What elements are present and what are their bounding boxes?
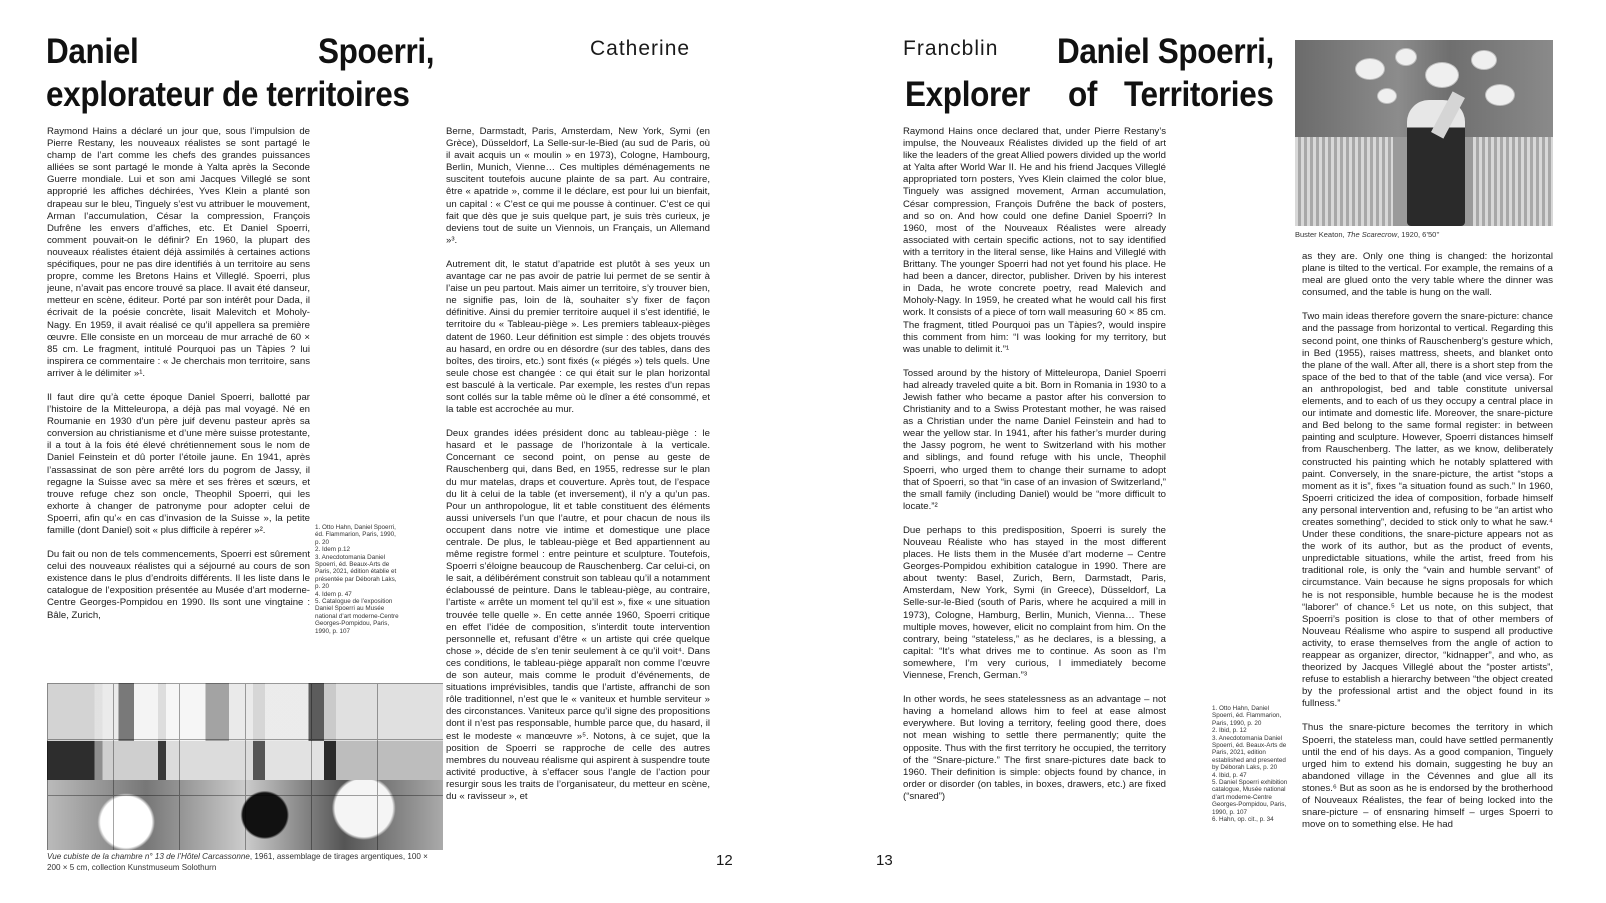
paragraph: Tossed around by the history of Mitteleuropa, Daniel Spoerri had already traveled quite a bit. Born in Romania in 1930 to a Jewish father who became a pastor after his conversion to Christianity and to a Swiss Protestant mother, he was raised as a Christian under the name Daniel Feinstein and had to wear the yellow star. In 1941, after his father’s murder during the Jassy pogrom, he went to Switzerland with his mother and siblings, and found refuge with his uncle, Theophil Spoerri, who urged them to change their surname to adopt that of Spoerri, so that “in case of an invasion of Switzerland,” the small family (including Daniel) would be “more difficult to locate.”² [903, 367, 1166, 512]
left-title-word-spoerri: Spoerri, [318, 32, 435, 71]
left-title-word-daniel: Daniel [46, 32, 139, 71]
footnote: 4. Idem p. 47 [315, 590, 352, 598]
footnote: 5. Catalogue de l’exposition Daniel Spoerri au Musée national d’art moderne-Centre Georges-Pompidou, Paris, 1990, p. 107 [315, 598, 399, 635]
hotel-carcassonne-photo-collage [47, 683, 443, 850]
right-column-1 [903, 126, 1166, 864]
footnote: 2. Idem p.12 [315, 546, 351, 554]
paragraph: as they are. Only one thing is changed: the horizontal plane is tilted to the vertical. For example, the remains of a meal are glued onto the very table where the dinner was consumed, and the table is hung on the wall. [1302, 251, 1553, 299]
right-column-2 [1302, 251, 1553, 864]
footnote: 3. Anecdotomania Daniel Spoerri, éd. Beaux-Arts de Paris, 2021, edition established and presented by Déborah Laks, p. 20 [1212, 734, 1287, 772]
right-title-word-territories: Territories [1124, 75, 1274, 114]
paragraph: Du fait ou non de tels commencements, Spoerri est sûrement celui des nouveaux réalistes qui a séjourné au cours de son existence dans le plus d’endroits différents. Il les liste dans le catalogue de l’exposition présentée au Musée d’art moderne-Centre Georges-Pompidou en 1990. Ils sont une vingtaine : Bâle, Zurich, [47, 549, 310, 621]
paragraph: Deux grandes idées président donc au tableau-piège : le hasard et le passage de l’horizontale à la verticale. Concernant ce second point, on pense au geste de Rauschenberg qui, dans Bed, en 1955, redresse sur le plan du mur matelas, draps et couverture. Après tout, de l’espace du lit à celui de la table (et inversement), il n’y a qu’un pas. Pour un anthropologue, lit et table constituent des éléments aussi universels l’un que l’autre, et pour chacun de nous ils occupent dans notre vie intime et domestique une place centrale. De plus, le tableau-piège et Bed appartiennent au même registre formel : entre peinture et sculpture. Toutefois, Spoerri s’éloigne beaucoup de Rauschenberg. Car celui-ci, on le sait, a délibérément construit son tableau qu’il a notamment éclaboussé de peinture. Dans le tableau-piège, au contraire, l’artiste « arrête un moment tel qu’il est », fixe « une situation trouvée telle quelle ». En cette année 1960, Spoerri critique en effet l’idée de composition, s’interdit toute intervention personnelle et, refusant d’être « un artiste qui crée quelque chose », décide de s’en tenir seulement à ce qu’il voit⁴. Dans ces conditions, le tableau-piège apparaît non comme l’œuvre de son auteur, mais comme le produit d’événements, de situations imprévisibles, tandis que l’artiste, affranchi de son rôle traditionnel, n’est que le « vaniteux et humble serviteur » des circonstances. Vaniteux parce qu’il signe des propositions dont il n’est pas responsable, humble parce que, du hasard, il est le modeste « manœuvre »⁵. Notons, à ce sujet, que la position de Spoerri se rapproche de celle des autres membres du nouveau réalisme qui aspirent à suspendre toute activité productive, à s’effacer sous l’angle de l’action pour resurgir sous les traits de l’organisateur, du metteur en scène, du « ravisseur », et [446, 428, 710, 802]
left-title-line1-b [318, 30, 434, 74]
right-title-word-of: of [1068, 75, 1098, 114]
page-number-left: 12 [716, 852, 733, 869]
paragraph: Thus the snare-picture becomes the territory in which Spoerri, the stateless man, could have settled permanently until the end of his days. As a good companion, Tinguely urged him to extend his domain, suggesting he buy an abandoned village in the Cévennes and glue all its stones.⁶ But as soon as he is endorsed by the brotherhood of Nouveaux Réalistes, the fear of being locked into the snare-picture – of ensnaring himself – urges Spoerri to move on to something else. He had [1302, 722, 1553, 831]
right-author-lastname: Francblin [903, 37, 999, 60]
page-number-right: 13 [876, 852, 893, 869]
footnote: 5. Daniel Spoerri exhibition catalogue, Musée national d’art moderne-Centre Georges-Pompidou, Paris, 1990, p. 107 [1212, 779, 1288, 816]
footnote: 3. Anecdotomania Daniel Spoerri, éd. Beaux-Arts de Paris, 2021, édition établie et présentée par Déborah Laks, p. 20 [315, 553, 397, 591]
right-photo-caption-artist: Buster Keaton, [1295, 230, 1347, 239]
paragraph: Il faut dire qu’à cette époque Daniel Spoerri, ballotté par l’histoire de la Mitteleuropa, a déjà pas mal voyagé. Né en Roumanie en 1930 d’un père juif devenu pasteur après sa conversion au christianisme et d’une mère suisse protestante, il a tout à la fois été élevé chrétiennement sous le nom de Daniel Feinstein et dû porter l’étoile jaune. En 1941, après l’assassinat de son père arrêté lors du pogrom de Jassy, il regagne la Suisse avec sa mère et ses frères et sœurs, et trouve refuge chez son oncle, Theophil Spoerri, qui les exhorte à changer de patronyme pour adopter celui de Spoerri, afin qu’« en cas d’invasion de la Suisse », la petite famille (dont Daniel) soit « plus difficile à repérer »². [47, 391, 310, 536]
paragraph: In other words, he sees statelessness as an advantage – not having a homeland allows him to feel at ease almost everywhere. But loving a territory, feeling good there, does not mean wishing to settle there permanently; quite the opposite. Thus with the first territory he occupied, the territory of the “Snare-picture.” The first snare-pictures date back to 1960. Their definition is simple: objects found by chance, in order or disorder (on tables, in boxes, drawers, etc.) are fixed (“snared”) [903, 694, 1166, 802]
footnote: 4. Ibid, p. 47 [1212, 771, 1247, 779]
paragraph: Two main ideas therefore govern the snare-picture: chance and the passage from horizontal to vertical. Regarding this second point, one thinks of Rauschenberg’s gesture which, in Bed (1955), raises mattress, sheets, and blanket onto the plane of the wall. After all, there is a short step from the space of the bed to that of the table (and vice versa). For an anthropologist, bed and table constitute universal elements, and to each of us they occupy a central place in our intimate and domestic life. Moreover, the snare-picture and Bed belong to the same formal register: in between painting and sculpture. However, Spoerri distances himself from Rauschenberg. The latter, as we know, deliberately constructed his painting which he notably splattered with paint. Conversely, in the snare-picture, the artist “stops a moment as it is”, fixes “a situation found as such.” In 1960, Spoerri criticized the idea of composition, forbade himself any personal intervention and, refusing to be “an artist who creates something”, decided to stick only to what he saw.⁴ Under these conditions, the snare-picture appears not as the work of its author, but as the product of events, unpredictable situations, while the artist, freed from his traditional role, is only the “vain and humble servant” of circumstance. Vain because he signs proposals for which he is not responsible, humble because he is the modest “laborer” of chance.⁵ Let us note, on this subject, that Spoerri’s position is close to that of other members of Nouveau Réalisme who aspire to suspend all productive activity, to erase themselves from the angle of action to reappear as organizer, director, “kidnapper”, and who, as theorized by Jacques Villeglé about the “poster artists”, refuse to establish a hierarchy between “the object created by the professional artist and the object found in its fullness.” [1302, 311, 1553, 710]
right-photo-caption [1295, 230, 1553, 242]
paragraph: Raymond Hains once declared that, under Pierre Restany’s impulse, the Nouveaux Réalistes divided up the field of art like the leaders of the great Allied powers divided up the world at Yalta after World War II. He and his friend Jacques Villeglé appropriated torn posters, Yves Klein claimed the color blue, Tinguely was assigned movement, Arman accumulation, César compression, François Dufrêne the back of posters, and so on. And how could one define Daniel Spoerri? In 1960, most of the Nouveaux Réalistes were already associated with certain specific actions, not to say identified with a territory in the literal sense, like Hains and Villeglé with Brittany. The younger Spoerri had not yet found his place. He had been a dancer, director, publisher. Driven by his interest in Dada, he wrote concrete poetry, read Malevich and Moholy-Nagy. In 1959, he created what he would call his first work. It consists of a piece of torn wall measuring 60 × 85 cm. The fragment, titled Pourquoi pas un Tàpies?, would inspire this comment from him: “I was looking for my territory, but was unable to delimit it.”¹ [903, 126, 1166, 355]
right-title-word-explorer: Explorer [905, 75, 1030, 114]
left-column-1 [47, 126, 310, 678]
left-author-firstname: Catherine [590, 37, 691, 60]
left-title-line2: explorateur de territoires [46, 75, 410, 114]
footnote: 2. Ibid, p. 12 [1212, 727, 1247, 735]
left-photo-caption-details: , 1961, assemblage de tirages argentiques, 100 × 200 × 5 cm, collection Kunstmuseum Solothurn [47, 852, 428, 872]
left-photo-caption-title: Vue cubiste de la chambre n° 13 de l’Hôtel Carcassonne [47, 852, 250, 861]
footnote: 6. Hahn, op. cit., p. 34 [1212, 816, 1274, 824]
footnote: 1. Otto Hahn, Daniel Spoerri, éd. Flammarion, Paris, 1990, p. 20 [1212, 705, 1282, 727]
right-footnotes [1212, 705, 1292, 865]
footnote: 1. Otto Hahn, Daniel Spoerri, éd. Flammarion, Paris, 1990, p. 20 [315, 524, 396, 546]
right-photo-caption-details: , 1920, 6’50’’ [1397, 230, 1440, 239]
paragraph: Berne, Darmstadt, Paris, Amsterdam, New York, Symi (en Grèce), Düsseldorf, La Selle-sur-le-Bied (au sud de Paris, où il avait acquis un « moulin » en 1973), Cologne, Hambourg, Berlin, Munich, Vienne… Ces multiples déménagements ne suscitent toutefois aucune plainte de sa part. Au contraire, être « apatride », comme il le déclare, est pour lui un bienfait, un capital : « C’est ce qui me pousse à continuer. C’est ce qui fait que dès que je suis quelque part, je suis très curieux, je deviens tout de suite un Viennois, un Français, un Allemand »³. [446, 126, 710, 246]
left-column-2 [446, 126, 710, 864]
buster-keaton-scarecrow-photo [1295, 40, 1553, 226]
paragraph: Raymond Hains a déclaré un jour que, sous l’impulsion de Pierre Restany, les nouveaux réalistes se sont partagé le champ de l’art comme les chefs des grandes puissances alliées se sont partagé le monde à Yalta après la Seconde Guerre mondiale. Lui et son ami Jacques Villeglé se sont approprié les affiches déchirées, Yves Klein a planté son drapeau sur le bleu, Tinguely s’est vu attribuer le mouvement, Arman l’accumulation, César la compression, François Dufrêne les envers d’affiches, etc. Et Daniel Spoerri, comment pouvait-on le définir? En 1960, la plupart des nouveaux réalistes étaient déjà assimilés à certaines actions spécifiques, pour ne pas dire identifiés à un territoire au sens propre, comme les Bretons Hains et Villeglé. Spoerri, plus jeune, n’avait pas encore trouvé sa place. Il avait été danseur, metteur en scène, éditeur. Porté par son intérêt pour Dada, il écrivait de la poésie concrète, lisait Malevitch et Moholy-Nagy. En 1959, il avait réalisé ce qu’il appellera sa première œuvre. Elle consiste en un morceau de mur arraché de 60 × 85 cm. Le fragment, intitulé Pourquoi pas un Tàpies ? lui inspirera ce commentaire : « Je cherchais mon territoire, sans arriver à le délimiter »¹. [47, 126, 310, 379]
right-title-line1: Daniel Spoerri, [1057, 32, 1274, 71]
left-footnotes [315, 524, 400, 674]
paragraph: Due perhaps to this predisposition, Spoerri is surely the Nouveau Réaliste who has stayed in the most different places. He lists them in the Musée d’art moderne – Centre Georges-Pompidou exhibition catalogue in 1990. There are about twenty: Basel, Zurich, Bern, Darmstadt, Paris, Amsterdam, New York, Symi (in Greece), Düsseldorf, La Selle-sur-le-Bied (south of Paris, where he acquired a mill in 1973), Cologne, Hamburg, Berlin, Munich, Vienna… These multiple moves, however, elicit no complaint from him. On the contrary, being “stateless,” as he declares, is a blessing, a capital: “It’s what drives me to continue. As soon as I’m somewhere, I’m very curious, I immediately become Viennese, French, German.”³ [903, 524, 1166, 682]
paragraph: Autrement dit, le statut d’apatride est plutôt à ses yeux un avantage car ne pas avoir de patrie lui permet de se sentir à l’aise un peu partout. Mais aimer un territoire, s’y trouver bien, ne signifie pas, loin de là, souhaiter s’y fixer de façon définitive. Ainsi du premier territoire auquel il s’est identifié, le territoire du « Tableau-piège ». Les premiers tableaux-pièges datent de 1960. Leur définition est simple : des objets trouvés au hasard, en ordre ou en désordre (sur des tables, dans des boîtes, des tiroirs, etc.) sont fixés (« piégés ») tels quels. Une seule chose est changée : ce qui était sur le plan horizontal est basculé à la verticale. Par exemple, les restes d’un repas sont collés sur la table même où le dîner a été consommé, et la table est accrochée au mur. [446, 258, 710, 416]
right-photo-caption-title: The Scarecrow [1346, 230, 1398, 239]
left-photo-caption [47, 852, 443, 876]
